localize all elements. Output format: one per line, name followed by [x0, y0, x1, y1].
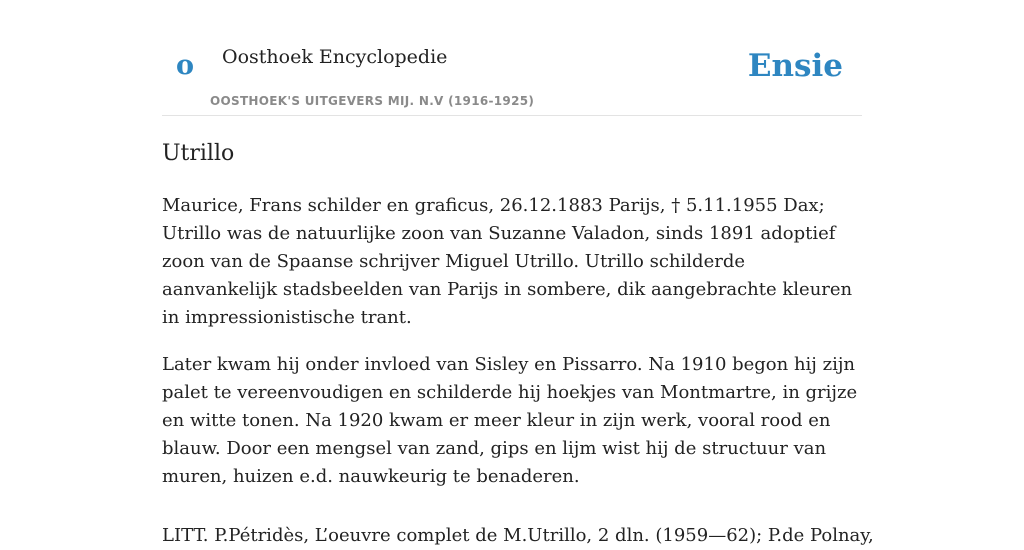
article-paragraph-1: Maurice, Frans schilder en graficus, 26.12.1883 Parijs, † 5.11.1955 Dax; Utrillo was de natuurlijke zoon van Suzanne Valadon, sinds 1891 adoptief zoon van de Spaanse schrijver Miguel Utrillo. Utrillo schilderde aanvankelijk stadsbeelden van Parijs in sombere, dik aangebrachte kleuren in impressionistische trant. [162, 195, 853, 328]
site-header [162, 30, 862, 116]
publisher-subtitle: OOSTHOEK'S UITGEVERS MIJ. N.V (1916-1925) [210, 94, 535, 108]
literature-paragraph: LITT. P.Pétridès, L’oeuvre complet de M.Utrillo, 2 dln. (1959—62); P.de Polnay, [162, 525, 874, 546]
article-title: Utrillo [162, 141, 235, 166]
article-paragraph-2: Later kwam hij onder invloed van Sisley en Pissarro. Na 1910 begon hij zijn palet te vereenvoudigen en schilderde hij hoekjes van Montmartre, in grijze en witte tonen. Na 1920 kwam er meer kleur in zijn werk, vooral rood en blauw. Door een mengsel van zand, gips en lijm wist hij de structuur van muren, huizen e.d. nauwkeurig te benaderen. [162, 354, 858, 487]
ensie-brand-link[interactable]: Ensie [747, 48, 843, 84]
logo-icon[interactable]: o [176, 50, 195, 81]
site-title-link[interactable]: Oosthoek Encyclopedie [222, 46, 448, 68]
article [162, 138, 874, 550]
